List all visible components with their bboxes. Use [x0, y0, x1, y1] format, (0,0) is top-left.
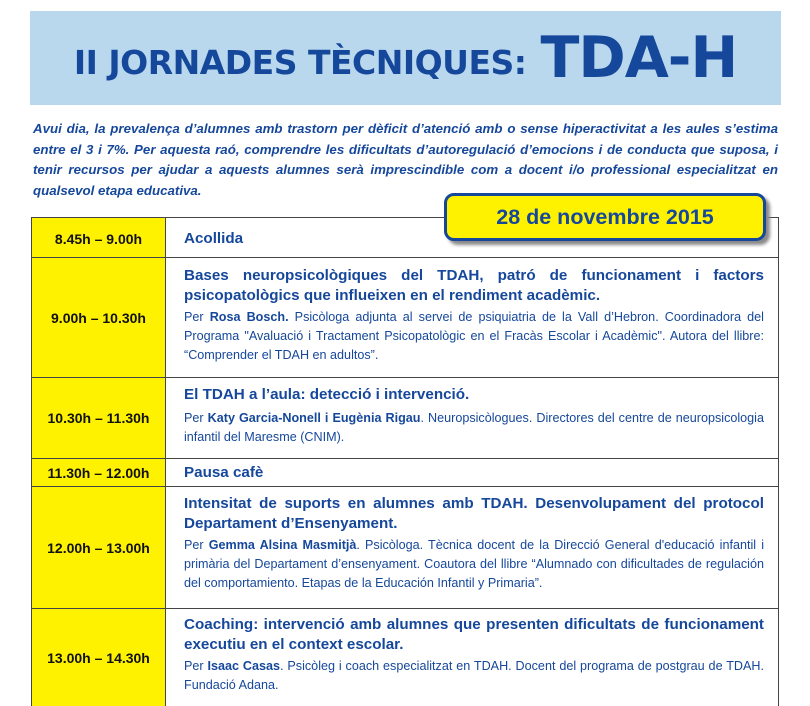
session-title: Acollida: [184, 229, 244, 247]
schedule-row-coffee-break: [32, 459, 778, 487]
session-title: El TDAH a l’aula: detecció i intervenció.: [184, 386, 470, 403]
session-description: [184, 657, 764, 695]
header-banner: [30, 11, 781, 105]
speaker-name: Katy Garcia-Nonell i Eugènia Rigau: [207, 411, 421, 425]
speaker-detail: Psicòloga adjunta al servei de psiquiatria de la Vall d’Hebron. Coordinadora del Programa "Avaluació i Tractament Psicopatològic en el Fracàs Escolar i Acadèmic". Autora del llibre: “Comprender el TDAH en adultos”.: [184, 310, 764, 362]
speaker-prefix: Per: [184, 411, 204, 425]
session-description: [184, 308, 764, 365]
schedule-row-session-3: [32, 487, 778, 609]
schedule-row-session-4: [32, 609, 778, 706]
intro-paragraph: Avui dia, la prevalença d’alumnes amb trastorn per dèficit d’atenció amb o sense hiperactivitat a les aules s’estima entre el 3 i 7%. Per aquesta raó, comprendre les dificultats d’autoregulació d’emocions i de conducta que suposa, i tenir recursos per ajudar a aquests alumnes serà imprescindible com a docent i/o professional especialitzat en qualsevol etapa educativa.: [33, 121, 778, 198]
speaker-name: Isaac Casas: [207, 659, 281, 673]
schedule-row-session-2: [32, 378, 778, 459]
title-main: TDA-H: [540, 25, 738, 91]
speaker-prefix: Per: [184, 538, 204, 552]
time-cell: 8.45h – 9.00h: [32, 218, 166, 257]
speaker-detail: . Psicòleg i coach especialitzat en TDAH. Docent del programa de postgrau de TDAH. Fundació Adana.: [184, 659, 765, 692]
session-title: Intensitat de suports en alumnes amb TDAH. Desenvolupament del protocol Departament d’Ensenyament.: [184, 495, 764, 532]
session-description: [184, 409, 764, 447]
time-cell: 9.00h – 10.30h: [32, 258, 166, 377]
time-cell: 13.00h – 14.30h: [32, 609, 166, 706]
speaker-detail: . Psicòloga. Tècnica docent de la Direcció General d'educació infantil i primària del Departament d’ensenyament. Coautora del llibre “Alumnado con dificultades de regulación del comportamiento. Etapas de la Educación Infantil y Primaria”.: [184, 538, 764, 590]
date-badge: [444, 193, 766, 241]
content-cell: [184, 487, 764, 608]
speaker-name: Gemma Alsina Masmitjà: [208, 538, 357, 552]
content-cell: [184, 258, 764, 377]
time-cell: 12.00h – 13.00h: [32, 487, 166, 608]
session-title: Bases neuropsicològiques del TDAH, patró de funcionament i factors psicopatològics que influeixen en el rendiment acadèmic.: [184, 267, 764, 304]
title-prefix: II JORNADES TÈCNIQUES:: [73, 42, 527, 82]
content-cell: [184, 609, 764, 706]
session-description: [184, 536, 764, 593]
content-cell: [184, 459, 764, 486]
schedule-table: [31, 217, 779, 706]
speaker-prefix: Per: [184, 310, 204, 324]
session-title: Coaching: intervenció amb alumnes que presenten dificultats de funcionament executiu en el context escolar.: [184, 616, 764, 653]
time-cell: 10.30h – 11.30h: [32, 378, 166, 458]
schedule-row-session-1: [32, 258, 778, 378]
session-title: Pausa cafè: [184, 463, 264, 481]
date-label: 28 de novembre 2015: [496, 204, 714, 229]
speaker-prefix: Per: [184, 659, 204, 673]
content-cell: [184, 378, 764, 458]
time-cell: 11.30h – 12.00h: [32, 459, 166, 486]
speaker-detail: . Neuropsicòlogues. Directores del centre de neuropsicologia infantil del Maresme (CNIM).: [184, 411, 764, 444]
speaker-name: Rosa Bosch.: [209, 310, 289, 324]
